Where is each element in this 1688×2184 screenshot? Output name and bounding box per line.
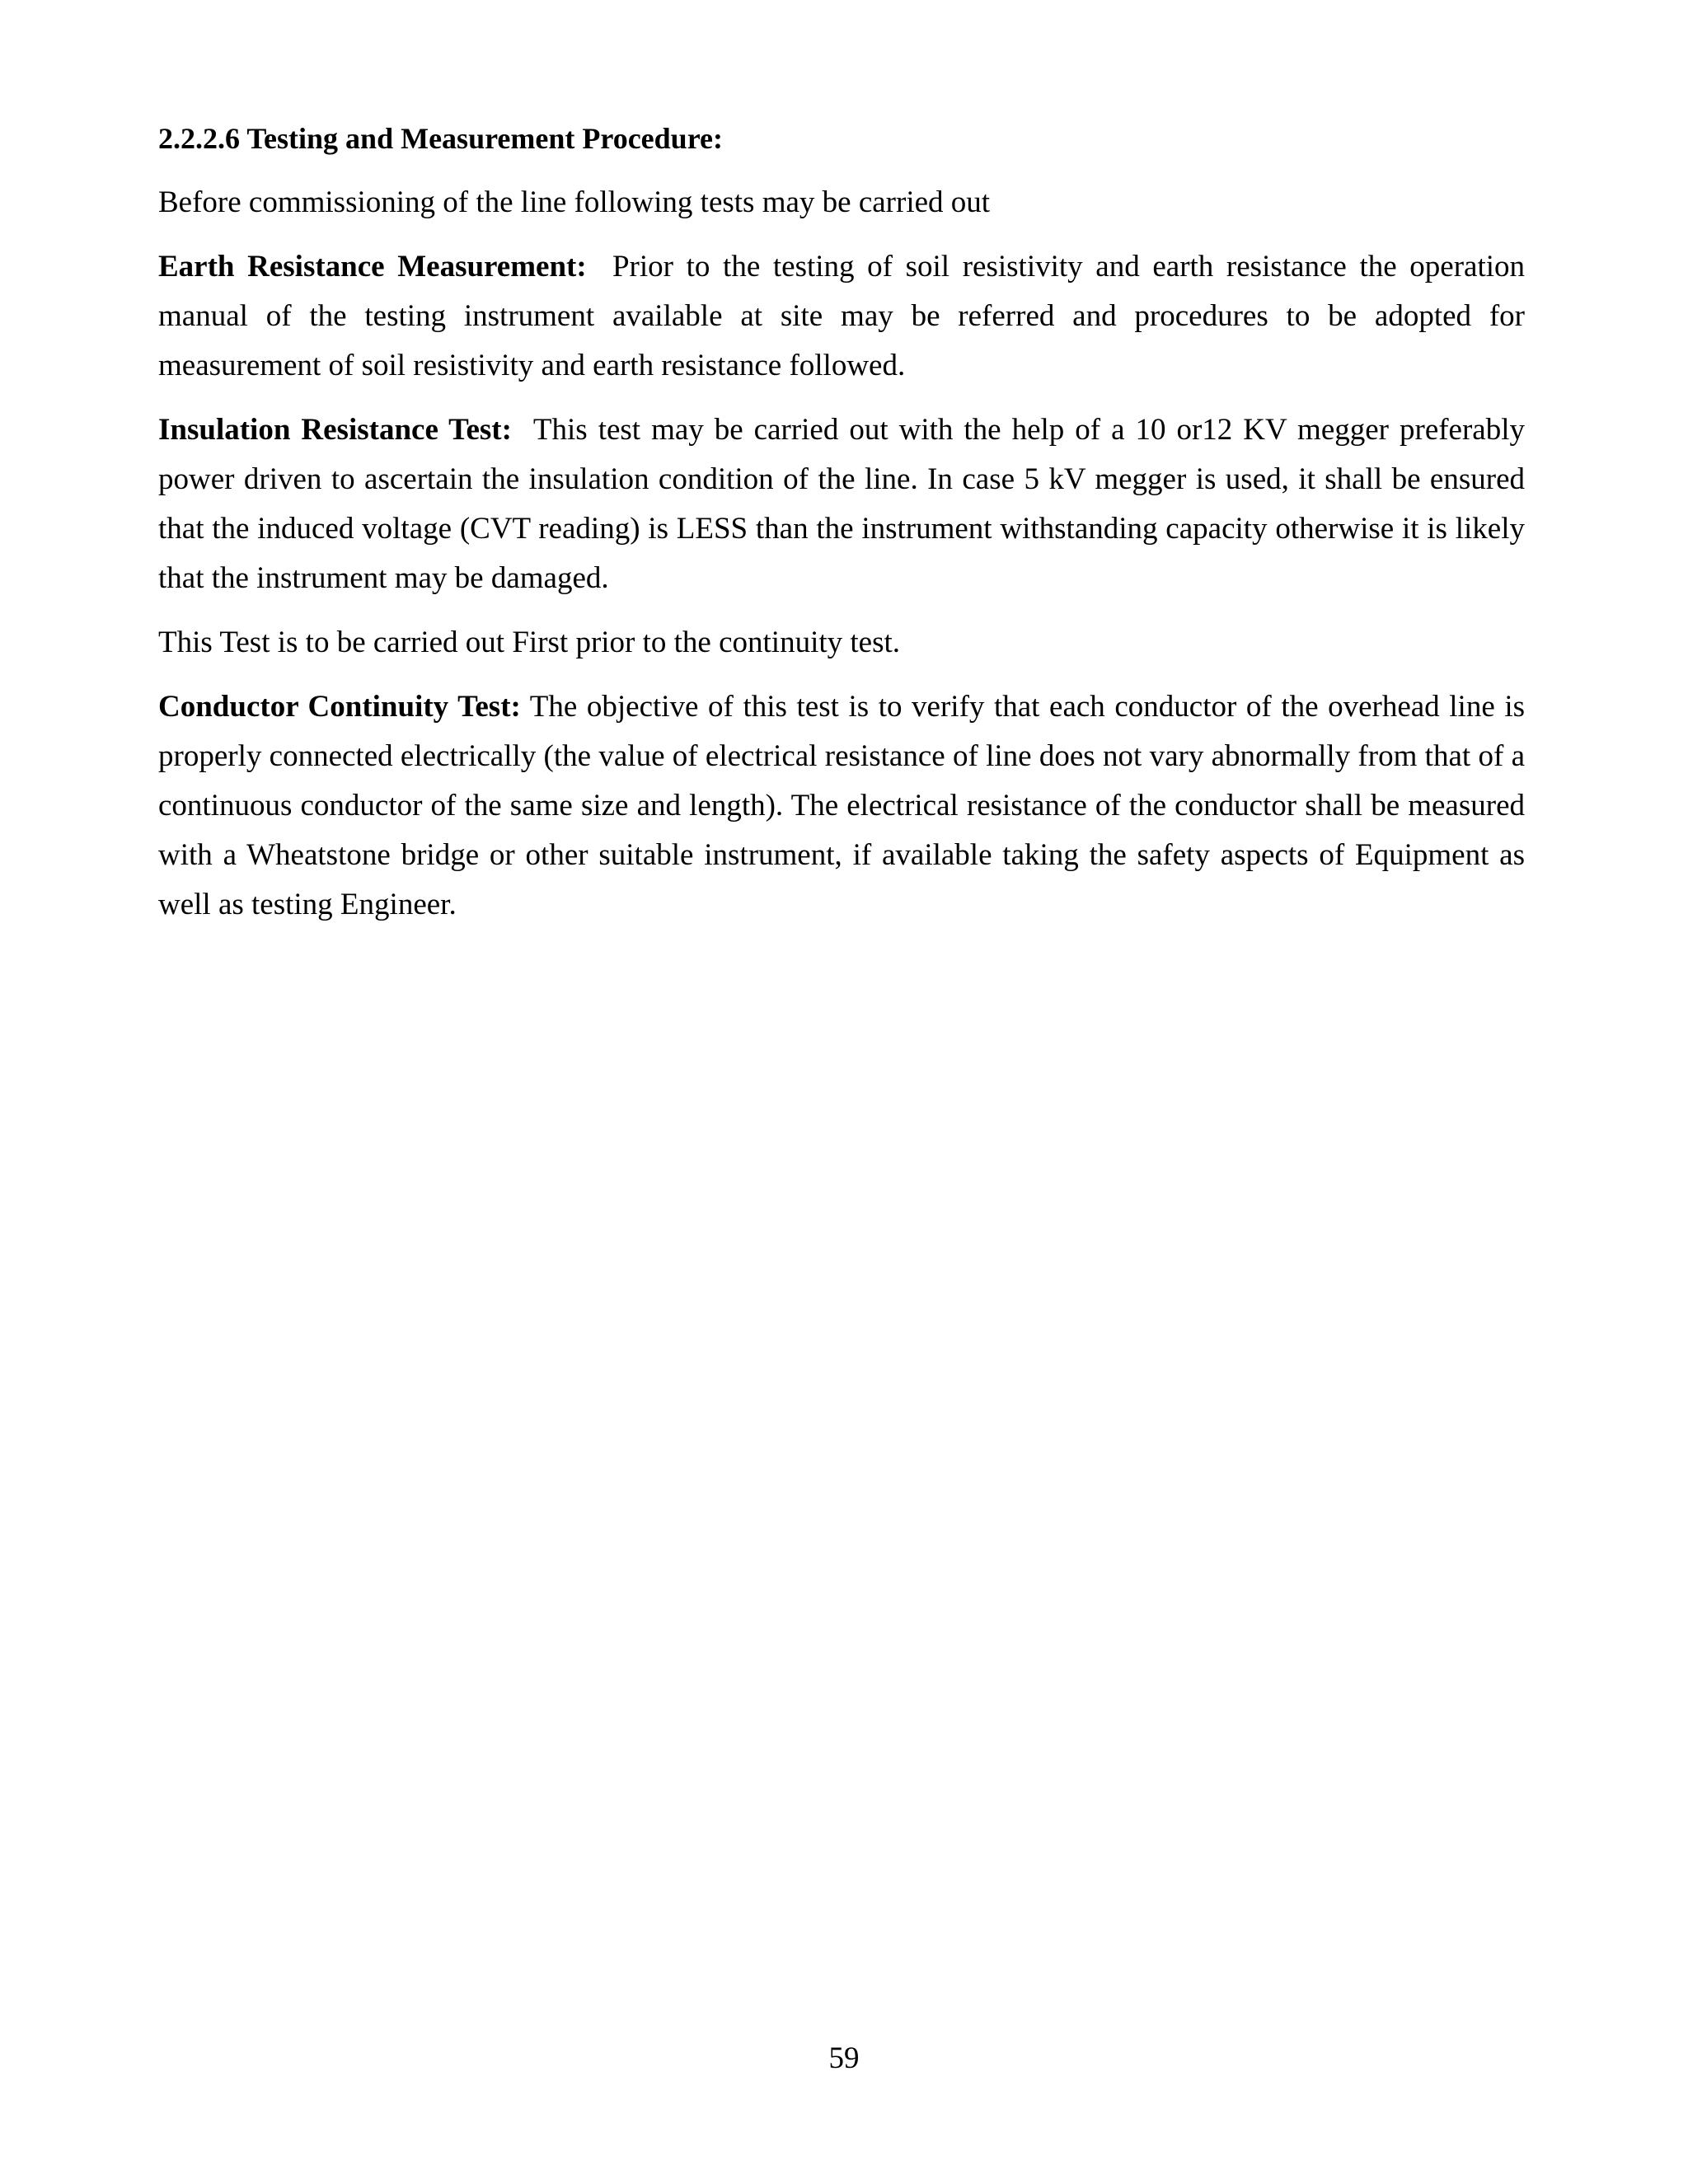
intro-paragraph: Before commissioning of the line following tests may be carried out (158, 185, 991, 219)
insulation-resistance-text: This test may be carried out with the help of a 10 or12 KV megger preferably power driven to ascertain the insulation condition of the line. In case 5 kV megger is used, it shall be ensured that the induced voltage (CVT reading) is LESS than the instrument withstanding capacity otherwise it is likely that the instrument may be damaged. (158, 413, 1526, 595)
conductor-continuity-heading: Conductor Continuity Test: (158, 690, 521, 724)
earth-resistance-paragraph (158, 242, 1525, 391)
section-heading: 2.2.2.6 Testing and Measurement Procedure: (158, 122, 723, 155)
insulation-resistance-heading: Insulation Resistance Test: (158, 413, 512, 447)
insulation-resistance-paragraph (158, 405, 1525, 603)
page-number: 59 (828, 2041, 860, 2075)
earth-resistance-text: Prior to the testing of soil resistivity and earth resistance the operation manual of the testing instrument available at site may be referred and procedures to be adopted for measurement of soil resistivity and earth resistance followed. (158, 250, 1526, 382)
document-page (158, 117, 1525, 944)
conductor-continuity-paragraph (158, 682, 1525, 930)
conductor-continuity-text: The objective of this test is to verify that each conductor of the overhead line is properly connected electrically (the value of electrical resistance of line does not vary abnormally from that of a continuous conductor of the same size and length). The electrical resistance of the conductor shall be measured with a Wheatstone bridge or other suitable instrument, if available taking the safety aspects of Equipment as well as testing Engineer. (158, 690, 1525, 921)
test-order-text: This Test is to be carried out First prior to the continuity test. (158, 626, 901, 659)
earth-resistance-heading: Earth Resistance Measurement: (158, 250, 587, 284)
test-order-paragraph (158, 618, 1525, 668)
